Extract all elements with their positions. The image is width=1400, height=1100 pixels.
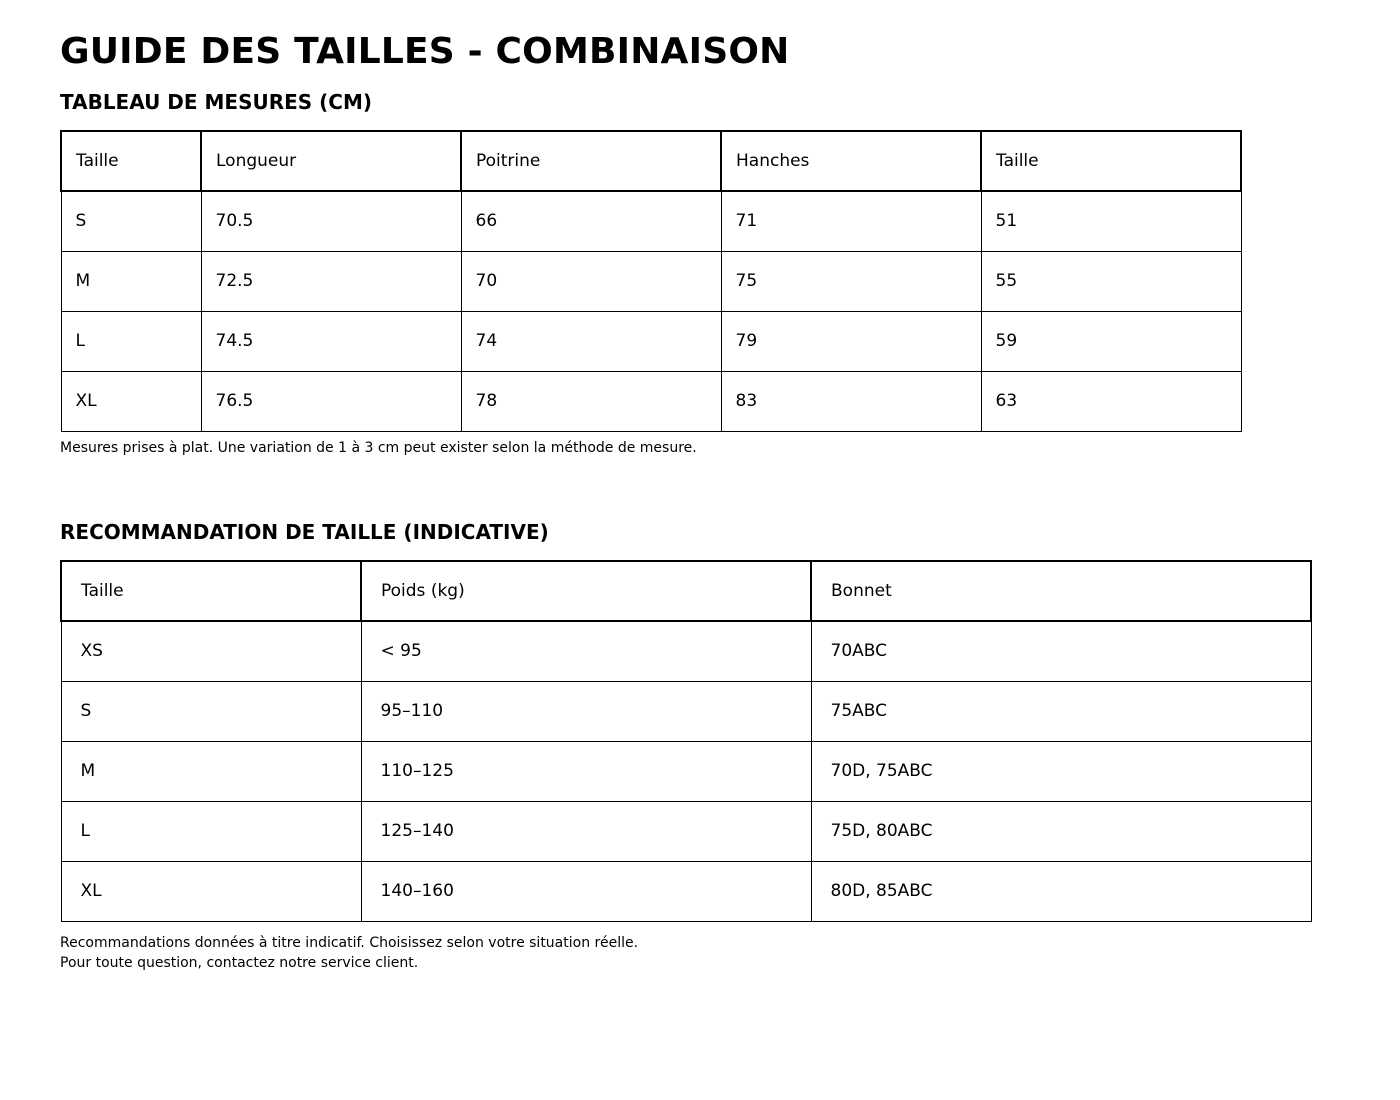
table-header-row	[61, 131, 1241, 191]
recommendation-table	[60, 560, 1312, 922]
table-row	[61, 861, 1311, 921]
table-cell: 70	[461, 251, 721, 311]
table-cell: L	[61, 801, 361, 861]
table-cell: 125–140	[361, 801, 811, 861]
table-cell: S	[61, 681, 361, 741]
table-cell: 95–110	[361, 681, 811, 741]
table-cell: 70D, 75ABC	[811, 741, 1311, 801]
column-header: Poitrine	[461, 131, 721, 191]
table-cell: 140–160	[361, 861, 811, 921]
table-cell: 70ABC	[811, 621, 1311, 681]
table-cell: 80D, 85ABC	[811, 861, 1311, 921]
table-row	[61, 681, 1311, 741]
table-cell: M	[61, 251, 201, 311]
column-header: Taille	[61, 561, 361, 621]
table-cell: 78	[461, 371, 721, 431]
table-cell: < 95	[361, 621, 811, 681]
table-header-row	[61, 561, 1311, 621]
recommendation-note-line-2: Pour toute question, contactez notre service client.	[60, 955, 419, 971]
table-cell: 79	[721, 311, 981, 371]
recommendation-note-line-1: Recommandations données à titre indicatif. Choisissez selon votre situation réelle.	[60, 935, 639, 951]
table-row	[61, 371, 1241, 431]
table-cell: 70.5	[201, 191, 461, 251]
table-row	[61, 251, 1241, 311]
table-cell: 63	[981, 371, 1241, 431]
column-header: Bonnet	[811, 561, 1311, 621]
measurements-heading: TABLEAU DE MESURES (CM)	[60, 90, 373, 114]
column-header: Taille	[981, 131, 1241, 191]
table-cell: 66	[461, 191, 721, 251]
table-cell: XS	[61, 621, 361, 681]
table-cell: S	[61, 191, 201, 251]
recommendation-heading: RECOMMANDATION DE TAILLE (INDICATIVE)	[60, 520, 549, 544]
table-row	[61, 801, 1311, 861]
table-cell: 74	[461, 311, 721, 371]
table-cell: M	[61, 741, 361, 801]
table-cell: 75D, 80ABC	[811, 801, 1311, 861]
table-cell: 72.5	[201, 251, 461, 311]
table-cell: 75ABC	[811, 681, 1311, 741]
table-cell: 74.5	[201, 311, 461, 371]
table-cell: 75	[721, 251, 981, 311]
column-header: Poids (kg)	[361, 561, 811, 621]
table-cell: 59	[981, 311, 1241, 371]
table-cell: XL	[61, 861, 361, 921]
table-cell: 51	[981, 191, 1241, 251]
table-row	[61, 191, 1241, 251]
measurements-table	[60, 130, 1242, 432]
column-header: Taille	[61, 131, 201, 191]
table-row	[61, 621, 1311, 681]
column-header: Hanches	[721, 131, 981, 191]
column-header: Longueur	[201, 131, 461, 191]
table-row	[61, 741, 1311, 801]
table-cell: 71	[721, 191, 981, 251]
table-cell: 55	[981, 251, 1241, 311]
table-cell: 110–125	[361, 741, 811, 801]
page-title: GUIDE DES TAILLES - COMBINAISON	[60, 31, 790, 72]
measurements-note: Mesures prises à plat. Une variation de 1 à 3 cm peut exister selon la méthode de mesure.	[60, 440, 697, 456]
table-cell: 83	[721, 371, 981, 431]
table-row	[61, 311, 1241, 371]
table-cell: 76.5	[201, 371, 461, 431]
table-cell: XL	[61, 371, 201, 431]
table-cell: L	[61, 311, 201, 371]
